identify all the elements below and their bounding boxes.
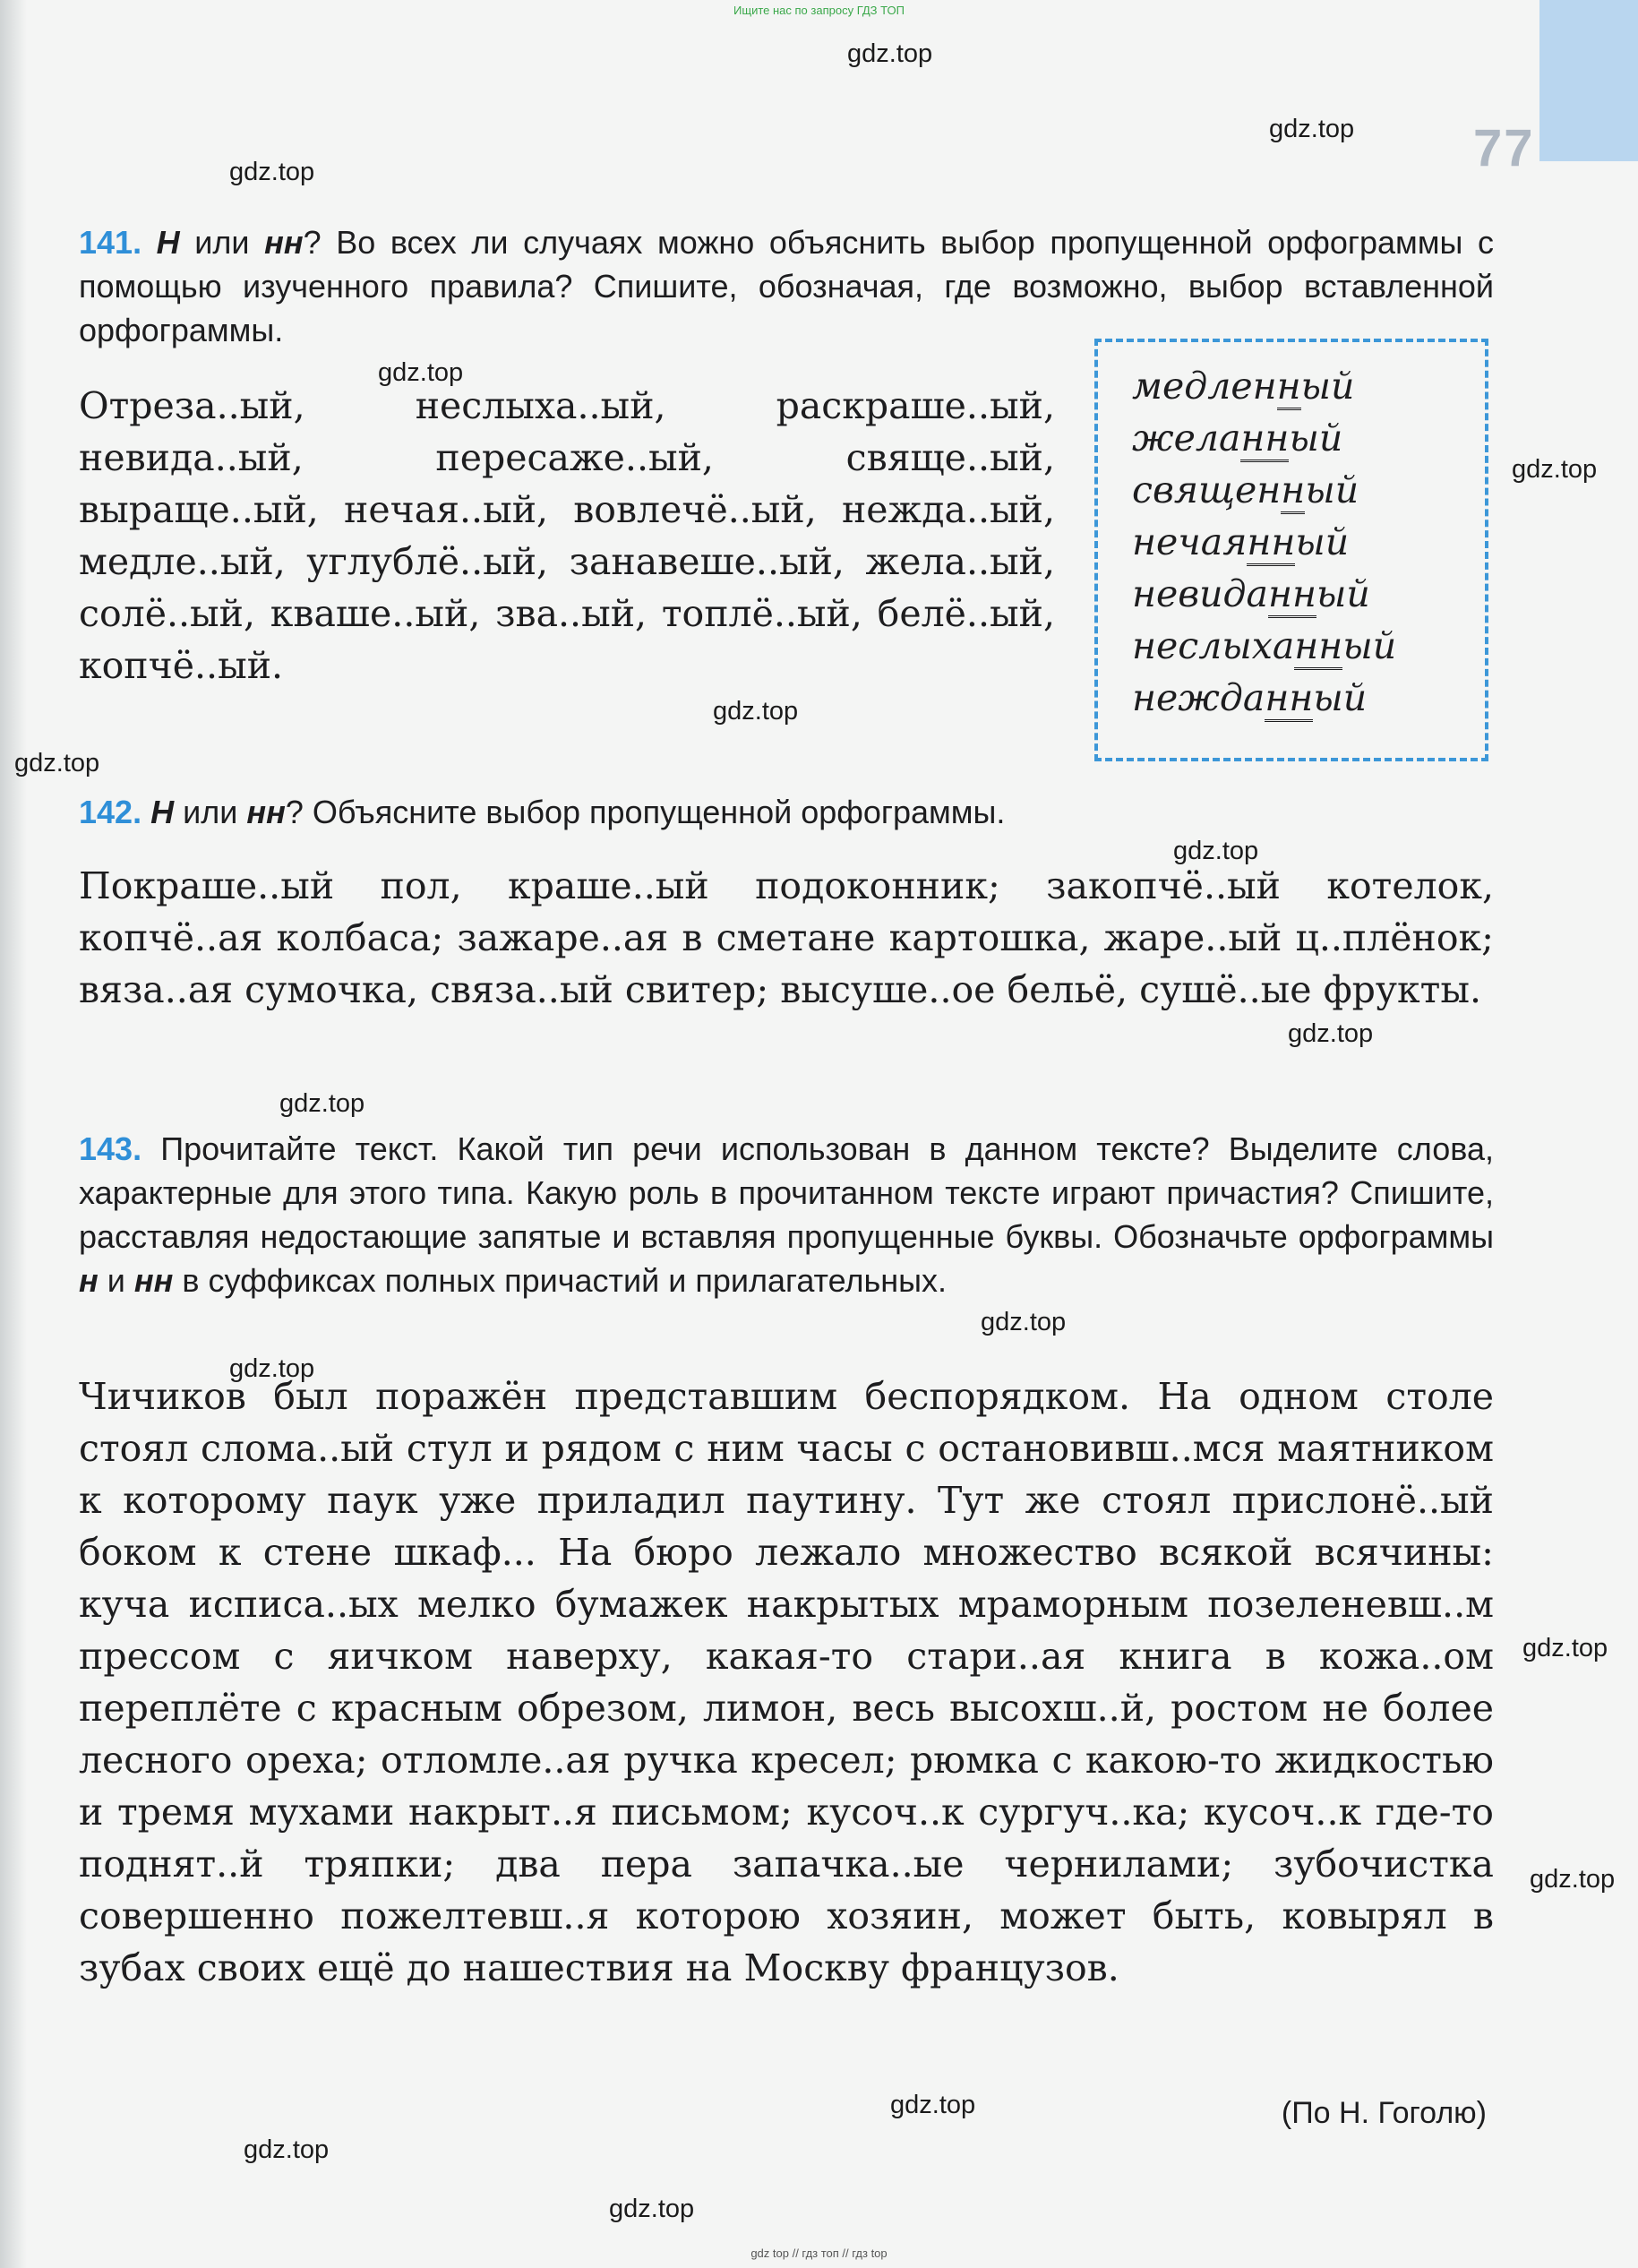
watermark: gdz.top — [14, 749, 100, 777]
watermark: gdz.top — [713, 697, 799, 726]
spelling-nn: нн — [246, 794, 286, 830]
spelling-nn: нн — [133, 1262, 174, 1299]
word-stem: невида — [1132, 572, 1268, 615]
answer-box — [1094, 339, 1488, 761]
spelling-n: Н — [156, 224, 180, 261]
bottom-note: gdz top // гдз топ // гдз top — [750, 2247, 888, 2260]
word-stem: нечая — [1132, 520, 1248, 563]
answer-word — [1132, 464, 1485, 516]
answer-word — [1132, 568, 1485, 620]
spelling-n: н — [79, 1262, 99, 1299]
spelling-mark: н — [1277, 365, 1301, 410]
instruction-text: и — [98, 1262, 134, 1299]
instruction-text: ? Во всех ли случаях можно объяснить выбор пропущенной орфограммы с помощью изученного правила? Спишите, обозначая, где возможно, выбор вставленной орфограммы. — [79, 224, 1494, 348]
word-ending: ый — [1300, 365, 1355, 408]
instruction-text: в суффиксах полных причастий и прилагательных. — [173, 1262, 947, 1299]
exercise-142-text: Покраше..ый пол, краше..ый подоконник; закопчё..ый котелок, копчё..ая колбаса; зажаре..ая в сметане картошка, жаре..ый ц..плёнок; вяза..ая сумочка, связа..ый свитер; высуше..ое бельё, сушё..ые фрукты. — [79, 864, 1494, 1011]
watermark: gdz.top — [847, 39, 933, 68]
watermark: gdz.top — [1288, 1019, 1374, 1048]
exercise-number: 143. — [79, 1130, 142, 1167]
spelling-mark: нн — [1247, 520, 1295, 566]
watermark: gdz.top — [1522, 1634, 1608, 1662]
watermark: gdz.top — [279, 1089, 365, 1118]
word-stem: нежда — [1132, 676, 1265, 719]
exercise-number: 142. — [79, 794, 142, 830]
top-note: Ищите нас по запросу ГДЗ ТОП — [733, 4, 905, 17]
spelling-n: Н — [150, 794, 175, 830]
word-ending: ый — [1295, 520, 1350, 563]
watermark: gdz.top — [378, 358, 464, 387]
spelling-mark: нн — [1294, 624, 1342, 670]
word-ending: ый — [1313, 676, 1368, 719]
watermark: gdz.top — [1173, 837, 1259, 865]
watermark: gdz.top — [229, 158, 315, 186]
word-ending: ый — [1316, 572, 1370, 615]
word-ending: ый — [1342, 624, 1397, 667]
watermark: gdz.top — [229, 1354, 315, 1383]
word-ending: ый — [1305, 468, 1359, 511]
exercise-141-text: Отреза..ый, неслыха..ый, раскраше..ый, невида..ый, пересаже..ый, свяще..ый, выраще..ый, нечая..ый, вовлечё..ый, нежда..ый, медле..ый, углублё..ый, занавеше..ый, жела..ый, солё..ый, кваше..ый, зва..ый, топлё..ый, белё..ый, копчё..ый. — [79, 384, 1055, 687]
word-stem: священ — [1132, 468, 1282, 511]
watermark: gdz.top — [1512, 455, 1598, 484]
spelling-mark: нн — [1268, 572, 1316, 618]
page-corner-tab — [1539, 0, 1638, 161]
answer-word — [1132, 672, 1485, 724]
instruction-text: ? Объясните выбор пропущенной орфограммы. — [285, 794, 1006, 830]
answer-word — [1132, 620, 1485, 672]
watermark: gdz.top — [244, 2135, 330, 2164]
watermark: gdz.top — [609, 2195, 695, 2223]
exercise-141-instruction — [79, 220, 1494, 352]
spelling-mark: нн — [1265, 676, 1313, 722]
page-edge-shadow — [0, 0, 27, 2268]
answer-word — [1132, 360, 1485, 412]
exercise-number: 141. — [79, 224, 142, 261]
instruction-text: или — [174, 794, 247, 830]
exercise-143-instruction — [79, 1127, 1494, 1302]
spelling-mark: н — [1281, 468, 1305, 514]
watermark: gdz.top — [890, 2091, 976, 2119]
spelling-mark: нн — [1240, 417, 1289, 462]
word-stem: жела — [1132, 417, 1241, 460]
word-stem: медлен — [1132, 365, 1277, 408]
watermark: gdz.top — [1530, 1865, 1616, 1894]
spelling-nn: нн — [264, 224, 304, 261]
answer-word — [1132, 516, 1485, 568]
word-ending: ый — [1289, 417, 1343, 460]
answer-word-list — [1132, 360, 1485, 724]
page-number: 77 — [1473, 119, 1535, 177]
source-author: (По Н. Гоголю) — [1281, 2096, 1487, 2130]
word-stem: неслыха — [1132, 624, 1295, 667]
exercise-143-text: Чичиков был поражён представшим беспорядком. На одном столе стоял слома..ый стул и рядом с ним часы с остановивш..мся маятником к которому паук уже приладил паутину. Тут же стоял прислонё..ый боком к стене шкаф... На бюро лежало множество всякой всячины: куча исписа..ых мелко бумажек накрытых мраморным позеленевш..м прессом с яичком наверху, какая-то стари..ая книга в кожа..ом переплёте с красным обрезом, лимон, весь высохш..й, ростом не более лесного ореха; отломле..ая ручка кресел; рюмка с какою-то жидкостью и тремя мухами накрыт..я письмом; кусоч..к сургуч..ка; кусоч..к где-то поднят..й тряпки; два пера запачка..ые чернилами; зубочистка совершенно пожелтевш..я которою хозяин, может быть, ковырял в зубах своих ещё до нашествия на Москву французов. — [79, 1375, 1494, 1989]
exercise-142-instruction — [79, 790, 1494, 834]
watermark: gdz.top — [1269, 115, 1355, 143]
answer-word — [1132, 412, 1485, 464]
instruction-text: или — [179, 224, 265, 261]
watermark: gdz.top — [981, 1308, 1067, 1336]
instruction-text: Прочитайте текст. Какой тип речи использован в данном тексте? Выделите слова, характерные для этого типа. Какую роль в прочитанном тексте играют причастия? Спишите, расставляя недостающие запятые и вставляя пропущенные буквы. Обозначьте орфограммы — [79, 1130, 1494, 1255]
